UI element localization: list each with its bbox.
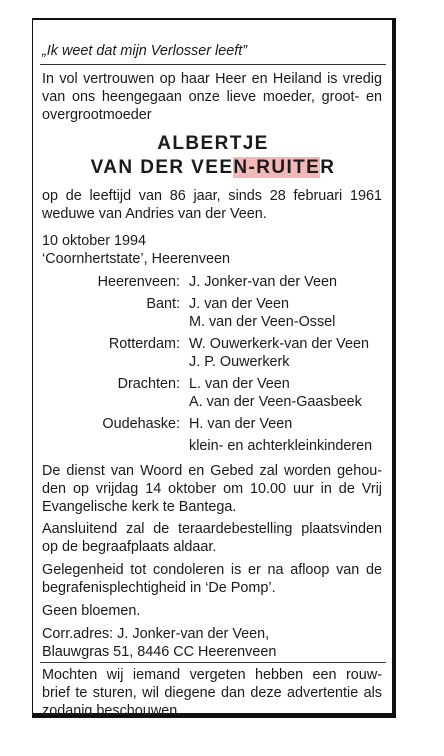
condolence-line-1: Gelegenheid tot condoleren is er na afloop van de [42, 562, 382, 578]
closing-line-1: Mochten wij iemand vergeten hebben een rouw- [42, 667, 382, 683]
bible-quote: „Ik weet dat mijn Verlosser leeft” [42, 43, 248, 59]
service-line-2: den op vrijdag 14 oktober om 10.00 uur in de Vrij [42, 481, 382, 497]
address-line-1: Corr.adres: J. Jonker-van der Veen, [42, 626, 270, 642]
intro-line-1: In vol vertrouwen op haar Heer en Heiland is vredig [42, 71, 382, 87]
closing-line-3: zodanig beschouwen. [42, 703, 182, 719]
deceased-last-name: VAN DER VEEN-RUITER [90, 157, 336, 178]
burial-line-1: Aansluitend zal de teraardebestelling plaatsvinden [42, 521, 382, 537]
family-place: Bant: [146, 296, 180, 312]
family-name: H. van der Veen [189, 416, 293, 432]
family-name: M. van der Veen-Ossel [189, 314, 336, 330]
age-line-2: weduwe van Andries van der Veen. [42, 206, 267, 222]
family-place: Oudehaske: [102, 416, 180, 432]
family-name: J. Jonker-van der Veen [189, 274, 337, 290]
closing-line-2: brief te sturen, wil diegene dan deze advertentie als [42, 685, 382, 701]
residence: ‘Coornhertstate’, Heerenveen [42, 251, 230, 267]
intro-line-3: overgrootmoeder [42, 107, 152, 123]
no-flowers: Geen bloemen. [42, 603, 141, 619]
service-line-1: De dienst van Woord en Gebed zal worden gehou- [42, 463, 382, 479]
service-line-3: Evangelische kerk te Bantega. [42, 499, 237, 515]
condolence-line-2: begrafenisplechtigheid in ‘De Pomp’. [42, 580, 276, 596]
address-line-2: Blauwgras 51, 8446 CC Heerenveen [42, 644, 277, 660]
family-name: J. van der Veen [189, 296, 290, 312]
family-place: Drachten: [117, 376, 180, 392]
divider [40, 64, 386, 65]
deceased-first-name: ALBERTJE [157, 133, 269, 154]
family-name: A. van der Veen-Gaasbeek [189, 394, 362, 410]
grandchildren: klein- en achterkleinkinderen [189, 438, 373, 454]
family-name: L. van der Veen [189, 376, 290, 392]
family-name: J. P. Ouwerkerk [189, 354, 290, 370]
family-name: W. Ouwerkerk-van der Veen [189, 336, 369, 352]
intro-line-2: van ons heengegaan onze lieve moeder, groot- en [42, 89, 382, 105]
divider [40, 662, 386, 663]
family-place: Rotterdam: [108, 336, 180, 352]
death-date: 10 oktober 1994 [42, 233, 147, 249]
family-place: Heerenveen: [97, 274, 180, 290]
burial-line-2: op de begraafplaats aldaar. [42, 539, 217, 555]
age-line-1: op de leeftijd van 86 jaar, sinds 28 februari 1961 [42, 188, 382, 204]
